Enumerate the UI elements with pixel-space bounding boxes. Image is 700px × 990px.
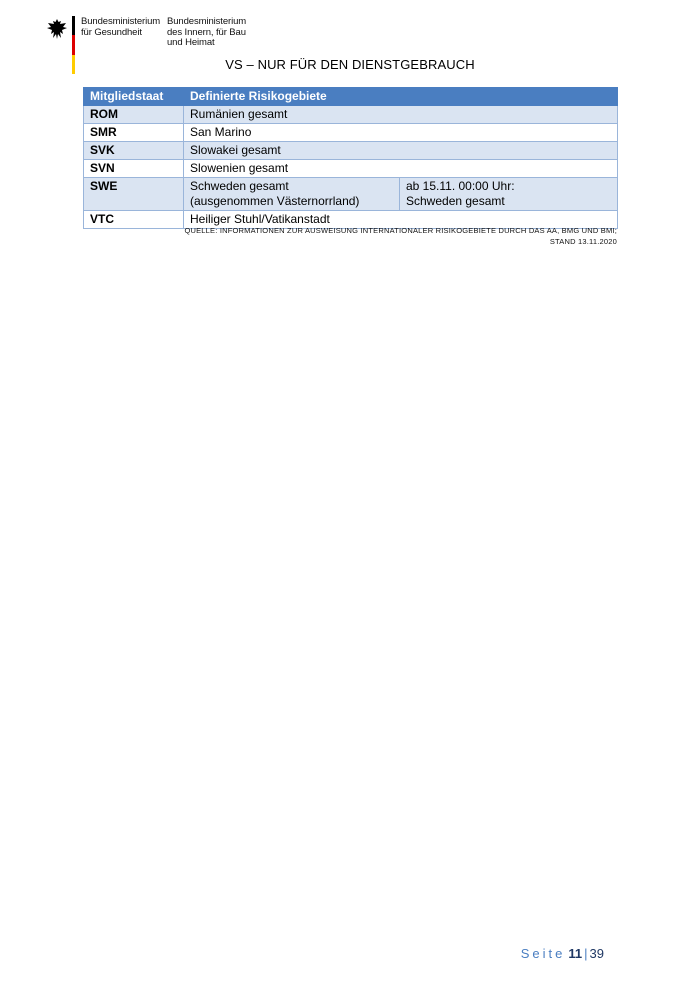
column-header-risk-areas: Definierte Risikogebiete — [184, 88, 618, 106]
table-header-row — [84, 88, 618, 106]
risk-area: Slowakei gesamt — [184, 142, 618, 160]
ministry-interior-name: Bundesministerium des Innern, für Bau und Heimat — [167, 16, 247, 48]
column-header-member-state: Mitgliedstaat — [84, 88, 184, 106]
country-code: VTC — [84, 211, 184, 229]
page-footer — [521, 946, 604, 961]
federal-eagle-icon — [46, 18, 68, 40]
classification-heading: VS – NUR FÜR DEN DIENSTGEBRAUCH — [225, 57, 475, 72]
risk-area: Rumänien gesamt — [184, 106, 618, 124]
risk-area: Slowenien gesamt — [184, 160, 618, 178]
page-total: 39 — [589, 946, 604, 961]
country-code: ROM — [84, 106, 184, 124]
risk-area: San Marino — [184, 124, 618, 142]
risk-area: Schweden gesamt (ausgenommen Västernorrland) — [184, 178, 400, 211]
page-label: Seite — [520, 946, 566, 961]
table-row — [84, 142, 618, 160]
source-note: QUELLE: INFORMATIONEN ZUR AUSWEISUNG INTERNATIONALER RISIKOGEBIETE DURCH DAS AA, BMG UND BMI; STAND 13.11.2020 — [184, 226, 617, 246]
country-code: SVN — [84, 160, 184, 178]
risk-areas-table — [83, 87, 618, 229]
risk-area-note: ab 15.11. 00:00 Uhr: Schweden gesamt — [400, 178, 618, 211]
page-separator: | — [584, 946, 588, 961]
table-row — [84, 124, 618, 142]
country-code: SVK — [84, 142, 184, 160]
country-code: SWE — [84, 178, 184, 211]
risk-area: Heiliger Stuhl/Vatikanstadt — [184, 211, 618, 229]
table-row — [84, 178, 618, 211]
ministry-health-name: Bundesministerium für Gesundheit — [81, 16, 161, 38]
table-row — [84, 106, 618, 124]
table-row — [84, 160, 618, 178]
country-code: SMR — [84, 124, 184, 142]
page-number: 11 — [568, 946, 583, 961]
